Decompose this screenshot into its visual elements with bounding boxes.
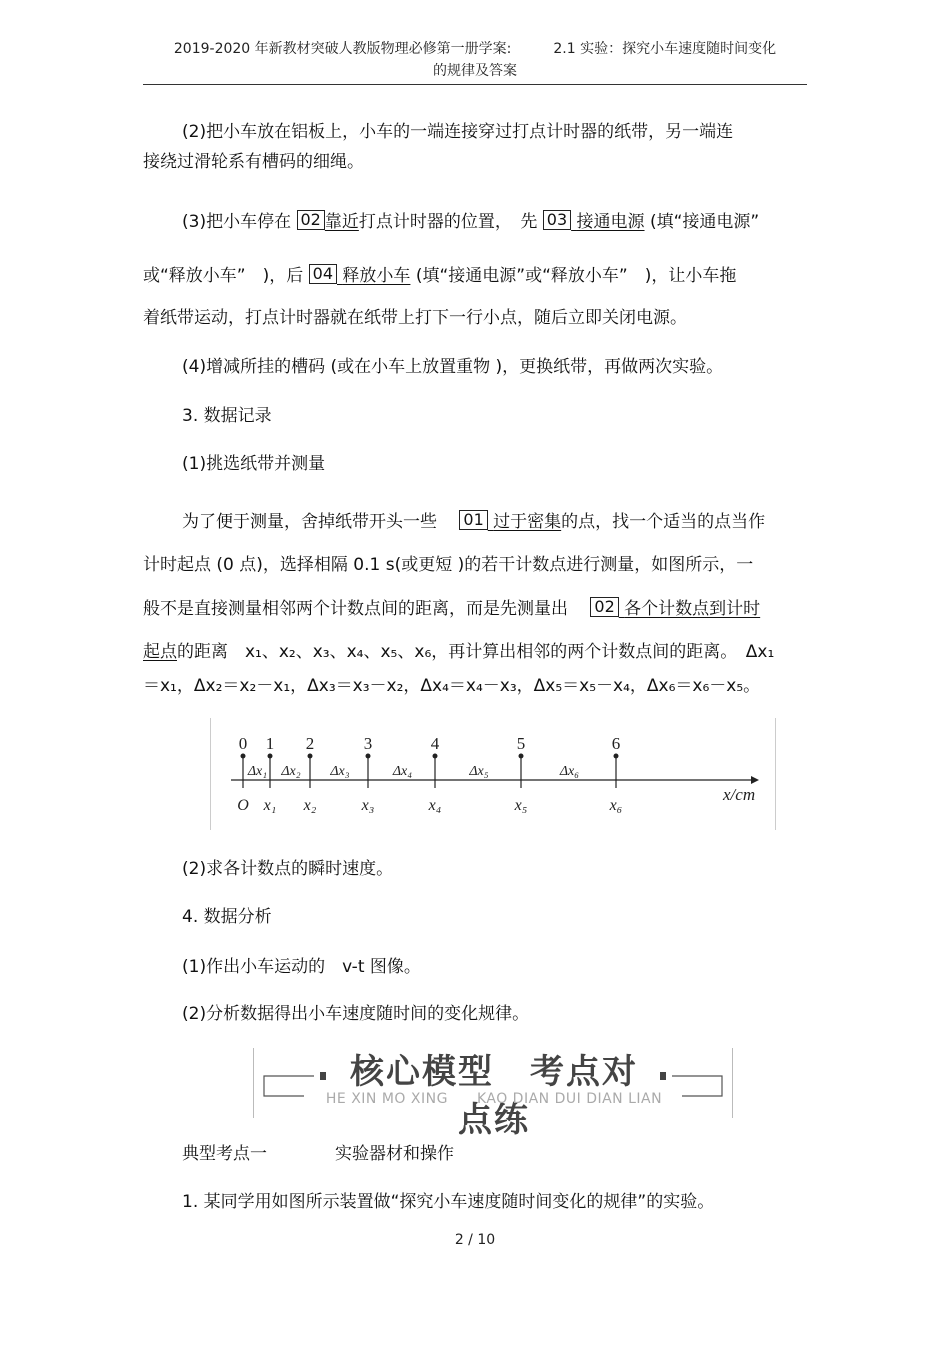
axis-mark-4: x₄ [428,797,442,814]
point-label-6: 6 [611,734,621,753]
topic-label: 典型考点一 [182,1144,267,1164]
step-3-line-2 [143,264,736,288]
answer-too-dense: 过于密集 [493,512,562,532]
para-text-a: 为了便于测量，舍掉纸带开头一些 [182,512,454,532]
point-dot-2 [308,754,313,759]
point-label-0: 0 [238,734,248,753]
answer-box-03: 03 [543,210,571,230]
point-dot-1 [268,754,273,759]
tape-diagram [211,718,775,830]
step-4: (4)增减所挂的槽码 (或在小车上放置重物 )，更换纸带，再做两次实验。 [182,357,724,377]
interval-label-4: Δx₄ [392,764,413,779]
section-4-1: (1)作出小车运动的 v-t 图像。 [182,957,421,977]
point-dot-6 [614,754,619,759]
header-divider [143,84,807,85]
step-3-text-c: (填“接通电源” [649,212,760,232]
axis-mark-2: x₂ [303,797,317,814]
axis-mark-1: x₁ [263,797,277,814]
step-3-text-b: 打点计时器的位置， 先 [358,212,538,232]
answer-release-car: 释放小车 [342,266,411,286]
page-number: 2 / 10 [454,1232,496,1248]
point-label-3: 3 [363,734,373,753]
para-line-4 [143,640,774,664]
para-text-e: 的距离 x₁、x₂、x₃、x₄、x₅、x₆，再计算出相邻的两个计数点间的距离。 Δx₁ [177,642,775,662]
point-dot-5 [519,754,524,759]
para-line-2: 计时起点 (0 点)，选择相隔 0.1 s(或更短 )的若干计数点进行测量，如图所示，一 [143,555,754,575]
step-3-text-e: (填“接通电源”或“释放小车” )，让小车拖 [415,266,737,286]
para-text-b: 的点，找一个适当的点当作 [561,512,766,532]
page-header [143,38,807,82]
answer-distance-b: 起点 [143,642,177,662]
banner-title: 核心模型 考点对点练 [350,1052,638,1140]
answer-distance-a: 各个计数点到计时 [624,599,761,619]
point-dot-0 [241,754,246,759]
tape-figure [210,718,776,830]
answer-power-on: 接通电源 [576,212,645,232]
section-3-heading: 3. 数据记录 [182,406,272,426]
question-1: 1. 某同学用如图所示装置做“探究小车速度随时间变化的规律”的实验。 [182,1192,715,1212]
axis-mark-6: x₆ [609,797,623,814]
point-label-4: 4 [430,734,440,753]
point-dot-3 [366,754,371,759]
section-3-2: (2)求各计数点的瞬时速度。 [182,859,394,879]
step-3-text-a: (3)把小车停在 [182,212,292,232]
interval-label-5: Δx₅ [469,764,489,779]
answer-box-02b: 02 [590,597,618,617]
section-banner [253,1048,733,1140]
step-3-line-1 [182,210,759,234]
para-text-d: 般不是直接测量相邻两个计数点间的距离，而是先测量出 [143,599,585,619]
interval-label-6: Δx₆ [559,764,580,779]
interval-label-3: Δx₃ [330,764,350,779]
answer-near: 靠近 [324,212,359,232]
axis-label: x/cm [723,785,756,804]
step-3-text-d: 或“释放小车” )，后 [143,266,304,286]
para-line-3 [143,597,760,621]
banner-subtitle: HE XIN MO XING KAO DIAN DUI DIAN LIAN [325,1091,663,1107]
point-dot-4 [433,754,438,759]
point-label-2: 2 [305,734,315,753]
point-label-5: 5 [516,734,526,753]
section-4-heading: 4. 数据分析 [182,907,272,927]
point-label-1: 1 [265,734,275,753]
header-line-2: 的规律及答案 [433,63,517,79]
step-2-line-2: 接绕过滑轮系有槽码的细绳。 [143,152,364,172]
interval-label-1: Δx₁ [247,764,268,779]
axis-mark-0: O [237,797,249,814]
answer-box-04: 04 [309,264,337,284]
step-3-line-3: 着纸带运动，打点计时器就在纸带上打下一行小点，随后立即关闭电源。 [143,308,687,328]
topic-name: 实验器材和操作 [335,1144,454,1164]
answer-box-01: 01 [459,510,487,530]
section-4-2: (2)分析数据得出小车速度随时间的变化规律。 [182,1004,530,1024]
para-line-5: ＝x₁，Δx₂＝x₂－x₁，Δx₃＝x₃－x₂，Δx₄＝x₄－x₃，Δx₅＝x₅－x₄，Δx₆＝x₆－x₅。 [143,676,761,696]
header-line-1: 2019-2020 年新教材突破人教版物理必修第一册学案: 2.1 实验：探究小车速度随时间变化 [173,41,777,57]
axis-mark-5: x₅ [514,797,528,814]
step-2-line-1: (2)把小车放在铝板上，小车的一端连接穿过打点计时器的纸带，另一端连 [182,122,734,142]
section-3-1: (1)挑选纸带并测量 [182,454,326,474]
axis-mark-3: x₃ [361,797,375,814]
answer-box-02: 02 [297,210,325,230]
interval-label-2: Δx₂ [281,764,301,779]
axis-arrow [751,776,759,784]
para-line-1 [182,510,765,534]
